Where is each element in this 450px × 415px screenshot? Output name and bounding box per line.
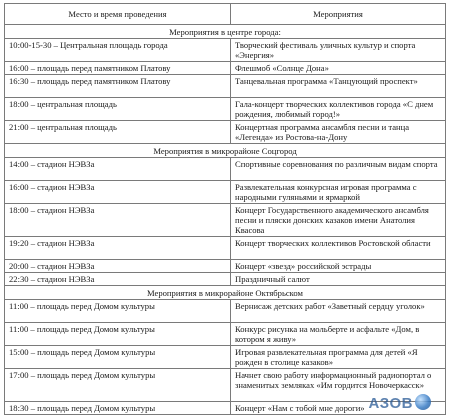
table-row xyxy=(5,158,446,181)
place-time-cell: 18:00 – стадион НЭВЗа xyxy=(5,204,231,237)
table-row xyxy=(5,204,446,237)
place-time-cell: 18:30 – площадь перед Домом культуры xyxy=(5,402,231,415)
watermark-text: АЗОВ xyxy=(368,395,413,412)
table-row xyxy=(5,300,446,323)
place-time-cell: 18:00 – центральная площадь xyxy=(5,98,231,121)
section-title: Мероприятия в микрорайоне Октябрьском xyxy=(5,286,446,300)
section-title: Мероприятия в центре города: xyxy=(5,25,446,39)
event-cell: Творческий фестиваль уличных культур и спорта «Энергия» xyxy=(231,39,446,62)
event-cell: Спортивные соревнования по различным видам спорта xyxy=(231,158,446,181)
place-time-cell: 16:00 – площадь перед памятником Платову xyxy=(5,62,231,75)
place-time-cell: 20:00 – стадион НЭВЗа xyxy=(5,260,231,273)
table-row xyxy=(5,39,446,62)
place-time-cell: 19:20 – стадион НЭВЗа xyxy=(5,237,231,260)
table-row xyxy=(5,323,446,346)
table-row xyxy=(5,62,446,75)
table-row xyxy=(5,402,446,415)
event-cell: Гала-концерт творческих коллективов города «С днем рождения, любимый город!» xyxy=(231,98,446,121)
event-cell: Игровая развлекательная программа для детей «Я рожден в столице казаков» xyxy=(231,346,446,369)
place-time-cell: 14:00 – стадион НЭВЗа xyxy=(5,158,231,181)
event-cell: Концерт «Нам с тобой мне дороги» xyxy=(231,402,446,415)
event-cell: Начнет свою работу информационный радиопортал о знаменитых земляках «Им гордится Новочеркасск» xyxy=(231,369,446,402)
event-cell: Концертная программа ансамбля песни и танца «Легенда» из Ростова-на-Дону xyxy=(231,121,446,144)
document-page xyxy=(4,3,445,415)
event-cell: Флешмоб «Солнце Дона» xyxy=(231,62,446,75)
place-time-cell: 22:30 – стадион НЭВЗа xyxy=(5,273,231,286)
event-cell: Развлекательная конкурсная игровая программа с народными гуляньями и ярмаркой xyxy=(231,181,446,204)
table-row xyxy=(5,98,446,121)
place-time-cell: 16:30 – площадь перед памятником Платову xyxy=(5,75,231,98)
section-row xyxy=(5,25,446,39)
place-time-cell: 11:00 – площадь перед Домом культуры xyxy=(5,300,231,323)
event-cell: Вернисаж детских работ «Заветный сердцу уголок» xyxy=(231,300,446,323)
place-time-cell: 11:00 – площадь перед Домом культуры xyxy=(5,323,231,346)
event-cell: Танцевальная программа «Танцующий проспект» xyxy=(231,75,446,98)
table-row xyxy=(5,121,446,144)
table-row xyxy=(5,75,446,98)
header-events: Мероприятия xyxy=(231,4,446,25)
place-time-cell: 17:00 – площадь перед Домом культуры xyxy=(5,369,231,402)
section-row xyxy=(5,144,446,158)
table-body xyxy=(5,25,446,415)
table-row xyxy=(5,260,446,273)
schedule-table xyxy=(4,3,446,415)
event-cell: Концерт Государственного академического ансамбля песни и пляски донских казаков имени Анатолия Квасова xyxy=(231,204,446,237)
place-time-cell: 10:00-15-30 – Центральная площадь города xyxy=(5,39,231,62)
event-cell: Конкурс рисунка на мольберте и асфальте «Дом, в котором я живу» xyxy=(231,323,446,346)
header-place: Место и время проведения xyxy=(5,4,231,25)
table-row xyxy=(5,237,446,260)
event-cell: Концерт творческих коллективов Ростовской области xyxy=(231,237,446,260)
table-header-row xyxy=(5,4,446,25)
table-row xyxy=(5,181,446,204)
place-time-cell: 16:00 – стадион НЭВЗа xyxy=(5,181,231,204)
table-row xyxy=(5,273,446,286)
table-row xyxy=(5,369,446,402)
table-row xyxy=(5,346,446,369)
section-row xyxy=(5,286,446,300)
place-time-cell: 15:00 – площадь перед Домом культуры xyxy=(5,346,231,369)
section-title: Мероприятия в микрорайоне Соцгород xyxy=(5,144,446,158)
event-cell: Праздничный салют xyxy=(231,273,446,286)
event-cell: Концерт «звезд» российской эстрады xyxy=(231,260,446,273)
place-time-cell: 21:00 – центральная площадь xyxy=(5,121,231,144)
